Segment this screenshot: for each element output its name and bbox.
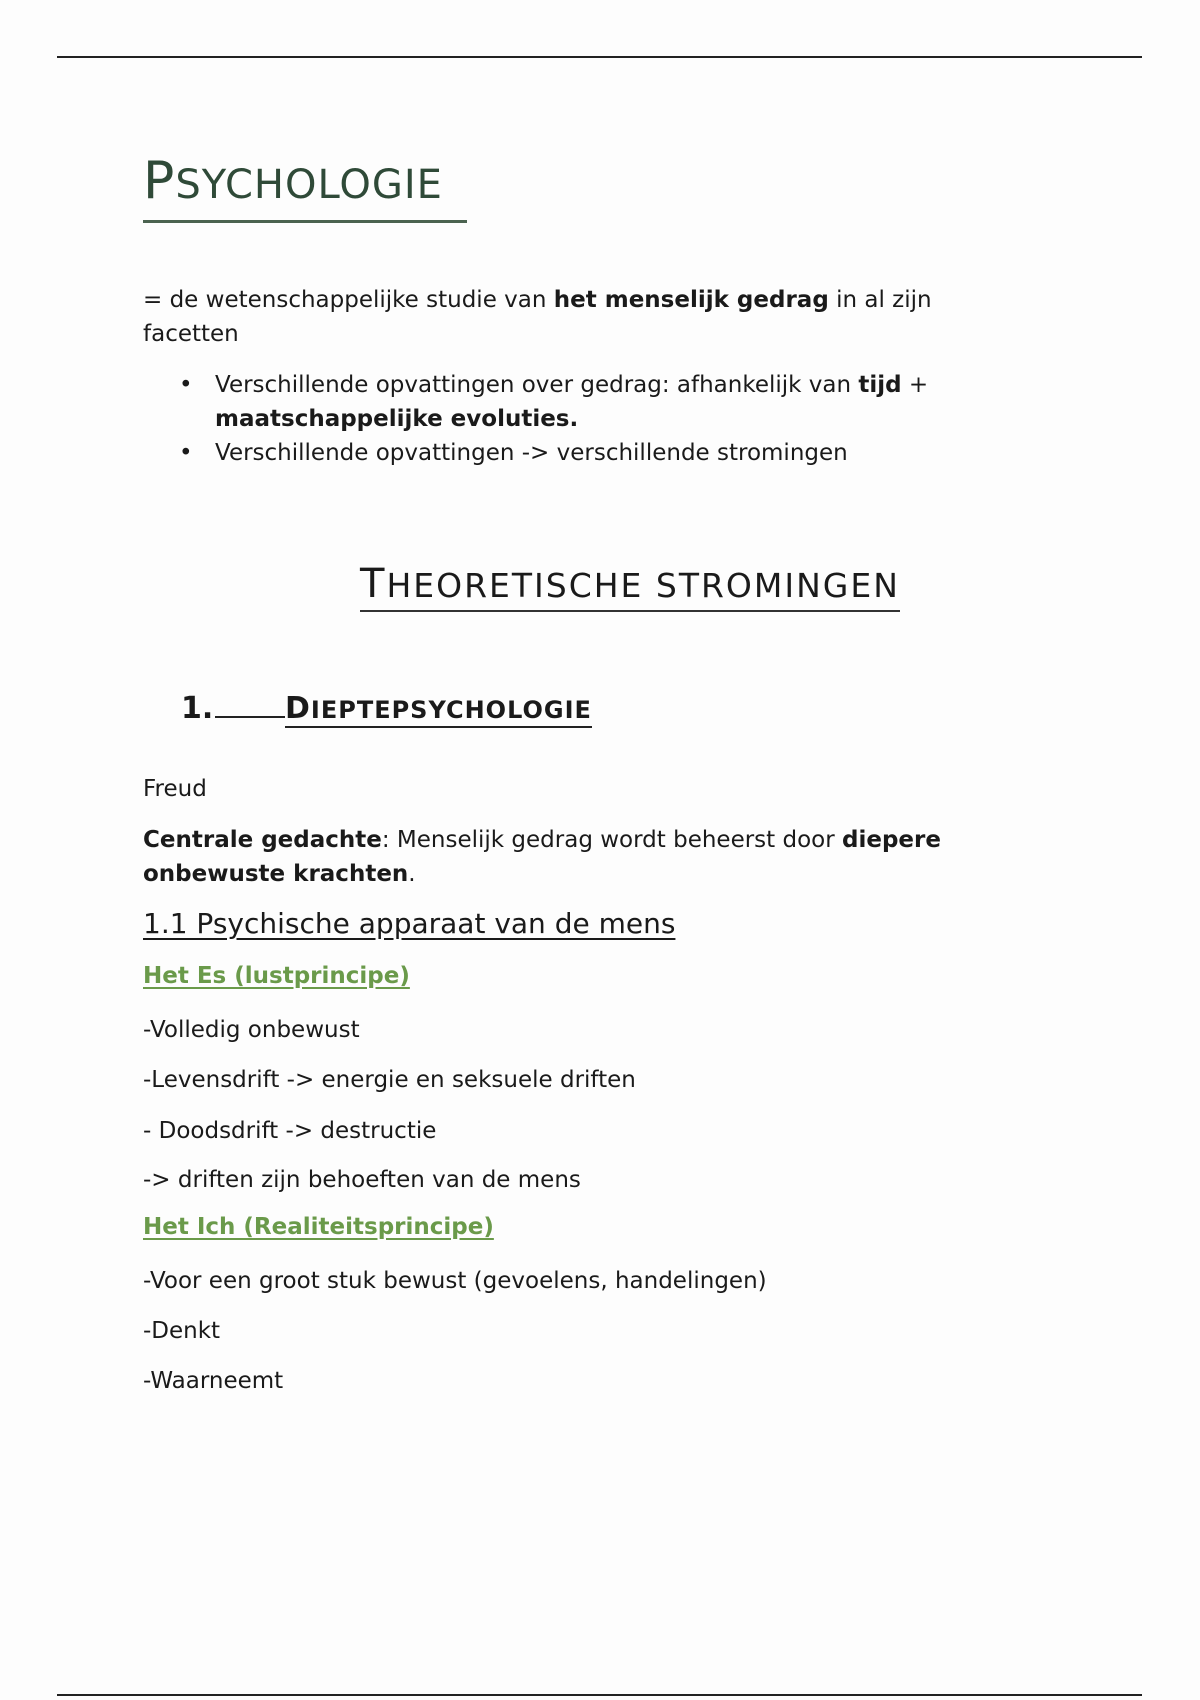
ich-line: -Waarneemt [143,1368,284,1394]
bullet-icon: • [179,440,193,466]
ich-line: -Denkt [143,1318,221,1344]
es-line: -> driften zijn behoeften van de mens [143,1167,581,1193]
intro-definition: = de wetenschappelijke studie van het menselijk gedrag in al zijn facetten [143,287,932,347]
central-idea: Centrale gedachte: Menselijk gedrag wordt beheerst door diepere onbewuste krachten. [143,827,941,887]
section-heading-1: 1. DIEPTEPSYCHOLOGIE [181,686,592,728]
intro-bullets [143,368,1023,470]
es-heading: Het Es (lustprincipe) [143,963,410,989]
bullet-icon: • [179,372,193,398]
top-rule [57,56,1142,58]
es-line: -Volledig onbewust [143,1017,360,1043]
list-item: • Verschillende opvattingen over gedrag: afhankelijk van tijd + maatschappelijke evoluties. [143,368,1023,436]
es-line: -Levensdrift -> energie en seksuele driften [143,1067,636,1093]
ich-line: -Voor een groot stuk bewust (gevoelens, handelingen) [143,1268,767,1294]
freud-line: Freud [143,776,207,802]
bottom-rule [57,1694,1142,1696]
subheading-psychic-apparatus: 1.1 Psychische apparaat van de mens [143,907,676,940]
es-line: - Doodsdrift -> destructie [143,1118,437,1144]
page-title: PSYCHOLOGIE [143,146,467,223]
ich-heading: Het Ich (Realiteitsprincipe) [143,1214,494,1240]
section-heading-theoretical: THEORETISCHE STROMINGEN [360,560,900,612]
list-item: • Verschillende opvattingen -> verschillende stromingen [143,436,1023,470]
